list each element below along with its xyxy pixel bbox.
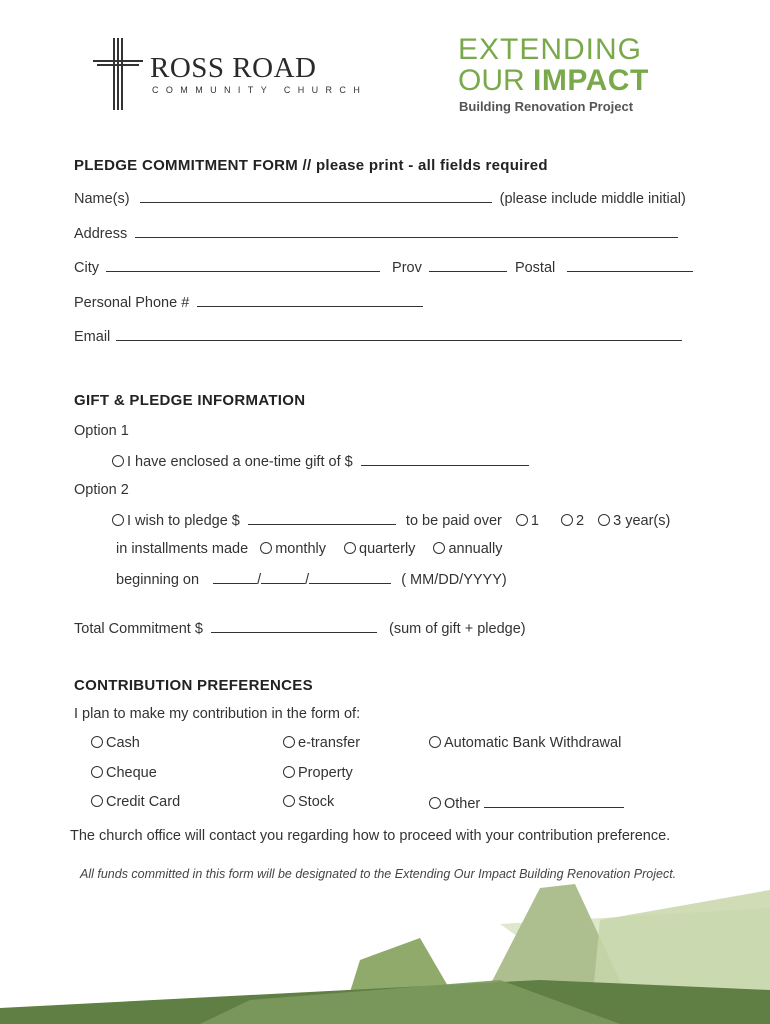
campaign-title-line2 <box>458 66 649 96</box>
pref-credit-card[interactable] <box>91 795 180 810</box>
pref-stock[interactable] <box>283 795 334 810</box>
campaign-our: OUR <box>458 64 525 97</box>
installments-row <box>116 542 502 557</box>
start-month-field[interactable] <box>213 571 257 584</box>
postal-label: Postal <box>514 260 556 276</box>
city-row <box>74 259 693 276</box>
year-3-label: 3 year(s) <box>613 513 671 529</box>
annually-radio[interactable] <box>433 542 445 554</box>
funds-note: All funds committed in this form will be designated to the Extending Our Impact Building Renovation Project. <box>80 867 677 881</box>
other-field[interactable] <box>484 795 624 808</box>
quarterly-label: quarterly <box>359 541 416 557</box>
prov-label: Prov <box>392 260 422 276</box>
names-row <box>74 190 686 207</box>
bank-withdrawal-label: Automatic Bank Withdrawal <box>444 735 622 751</box>
office-note: The church office will contact you regarding how to proceed with your contribution preference. <box>70 828 671 844</box>
pref-cash[interactable] <box>91 736 140 751</box>
year-2-radio[interactable] <box>561 514 573 526</box>
postal-field[interactable] <box>567 259 693 272</box>
option1-radio[interactable] <box>112 455 124 467</box>
church-subtitle: COMMUNITY CHURCH <box>152 85 368 95</box>
contribution-section-title: CONTRIBUTION PREFERENCES <box>74 677 313 694</box>
phone-row <box>74 294 423 311</box>
city-label: City <box>74 260 99 276</box>
credit-card-radio[interactable] <box>91 795 103 807</box>
campaign-title-line1: EXTENDING <box>458 33 643 66</box>
monthly-radio[interactable] <box>260 542 272 554</box>
total-row <box>74 620 526 637</box>
year-1-label: 1 <box>530 513 539 529</box>
names-field[interactable] <box>140 190 492 203</box>
option1-text: I have enclosed a one-time gift of $ <box>127 454 353 470</box>
stock-label: Stock <box>298 794 335 810</box>
address-label: Address <box>74 226 128 242</box>
installments-label: in installments made <box>116 541 249 557</box>
stock-radio[interactable] <box>283 795 295 807</box>
names-label: Name(s) <box>74 191 130 207</box>
credit-card-label: Credit Card <box>106 794 181 810</box>
other-radio[interactable] <box>429 797 441 809</box>
contribution-intro: I plan to make my contribution in the form of: <box>74 706 361 722</box>
year-1-radio[interactable] <box>516 514 528 526</box>
church-name: ROSS ROAD <box>150 52 317 84</box>
form-title: PLEDGE COMMITMENT FORM // please print - all fields required <box>74 157 548 174</box>
start-day-field[interactable] <box>261 571 305 584</box>
option1-row <box>112 453 529 470</box>
pref-cheque[interactable] <box>91 766 157 781</box>
start-year-field[interactable] <box>309 571 391 584</box>
quarterly-radio[interactable] <box>344 542 356 554</box>
date-format-hint: ( MM/DD/YYYY) <box>401 572 507 588</box>
cheque-radio[interactable] <box>91 766 103 778</box>
cash-label: Cash <box>106 735 140 751</box>
email-field[interactable] <box>116 328 682 341</box>
total-note: (sum of gift + pledge) <box>389 621 526 637</box>
option1-label: Option 1 <box>74 423 129 439</box>
property-radio[interactable] <box>283 766 295 778</box>
email-label: Email <box>74 329 111 345</box>
monthly-label: monthly <box>275 541 326 557</box>
email-row <box>74 328 682 345</box>
option2-row <box>112 512 670 529</box>
pledge-amount-field[interactable] <box>248 512 396 525</box>
total-label: Total Commitment $ <box>74 621 203 637</box>
other-label: Other <box>444 796 481 812</box>
property-label: Property <box>298 765 353 781</box>
bank-withdrawal-radio[interactable] <box>429 736 441 748</box>
phone-label: Personal Phone # <box>74 295 190 311</box>
campaign-subtitle: Building Renovation Project <box>459 99 634 114</box>
church-cross-logo <box>93 38 143 110</box>
beginning-row: beginning on / / ( MM/DD/YYYY) <box>116 572 507 588</box>
gift-section-title: GIFT & PLEDGE INFORMATION <box>74 392 306 409</box>
year-2-label: 2 <box>576 513 585 529</box>
total-amount-field[interactable] <box>211 620 377 633</box>
option2-label: Option 2 <box>74 482 129 498</box>
pref-other <box>429 795 624 812</box>
prov-field[interactable] <box>429 259 507 272</box>
option2-radio[interactable] <box>112 514 124 526</box>
paid-over-text: to be paid over <box>405 513 502 529</box>
etransfer-label: e-transfer <box>298 735 361 751</box>
etransfer-radio[interactable] <box>283 736 295 748</box>
campaign-impact: IMPACT <box>533 64 649 97</box>
address-row <box>74 225 678 242</box>
pref-bank-withdrawal[interactable] <box>429 736 621 751</box>
decorative-green-shapes <box>0 880 770 1024</box>
pref-property[interactable] <box>283 766 353 781</box>
city-field[interactable] <box>106 259 380 272</box>
pref-etransfer[interactable] <box>283 736 360 751</box>
year-3-radio[interactable] <box>598 514 610 526</box>
annually-label: annually <box>448 541 503 557</box>
cheque-label: Cheque <box>106 765 157 781</box>
names-note: (please include middle initial) <box>499 191 686 207</box>
address-field[interactable] <box>135 225 678 238</box>
beginning-label: beginning on <box>116 572 200 588</box>
gift-amount-field[interactable] <box>361 453 529 466</box>
phone-field[interactable] <box>197 294 423 307</box>
cash-radio[interactable] <box>91 736 103 748</box>
pledge-text: I wish to pledge $ <box>127 513 240 529</box>
